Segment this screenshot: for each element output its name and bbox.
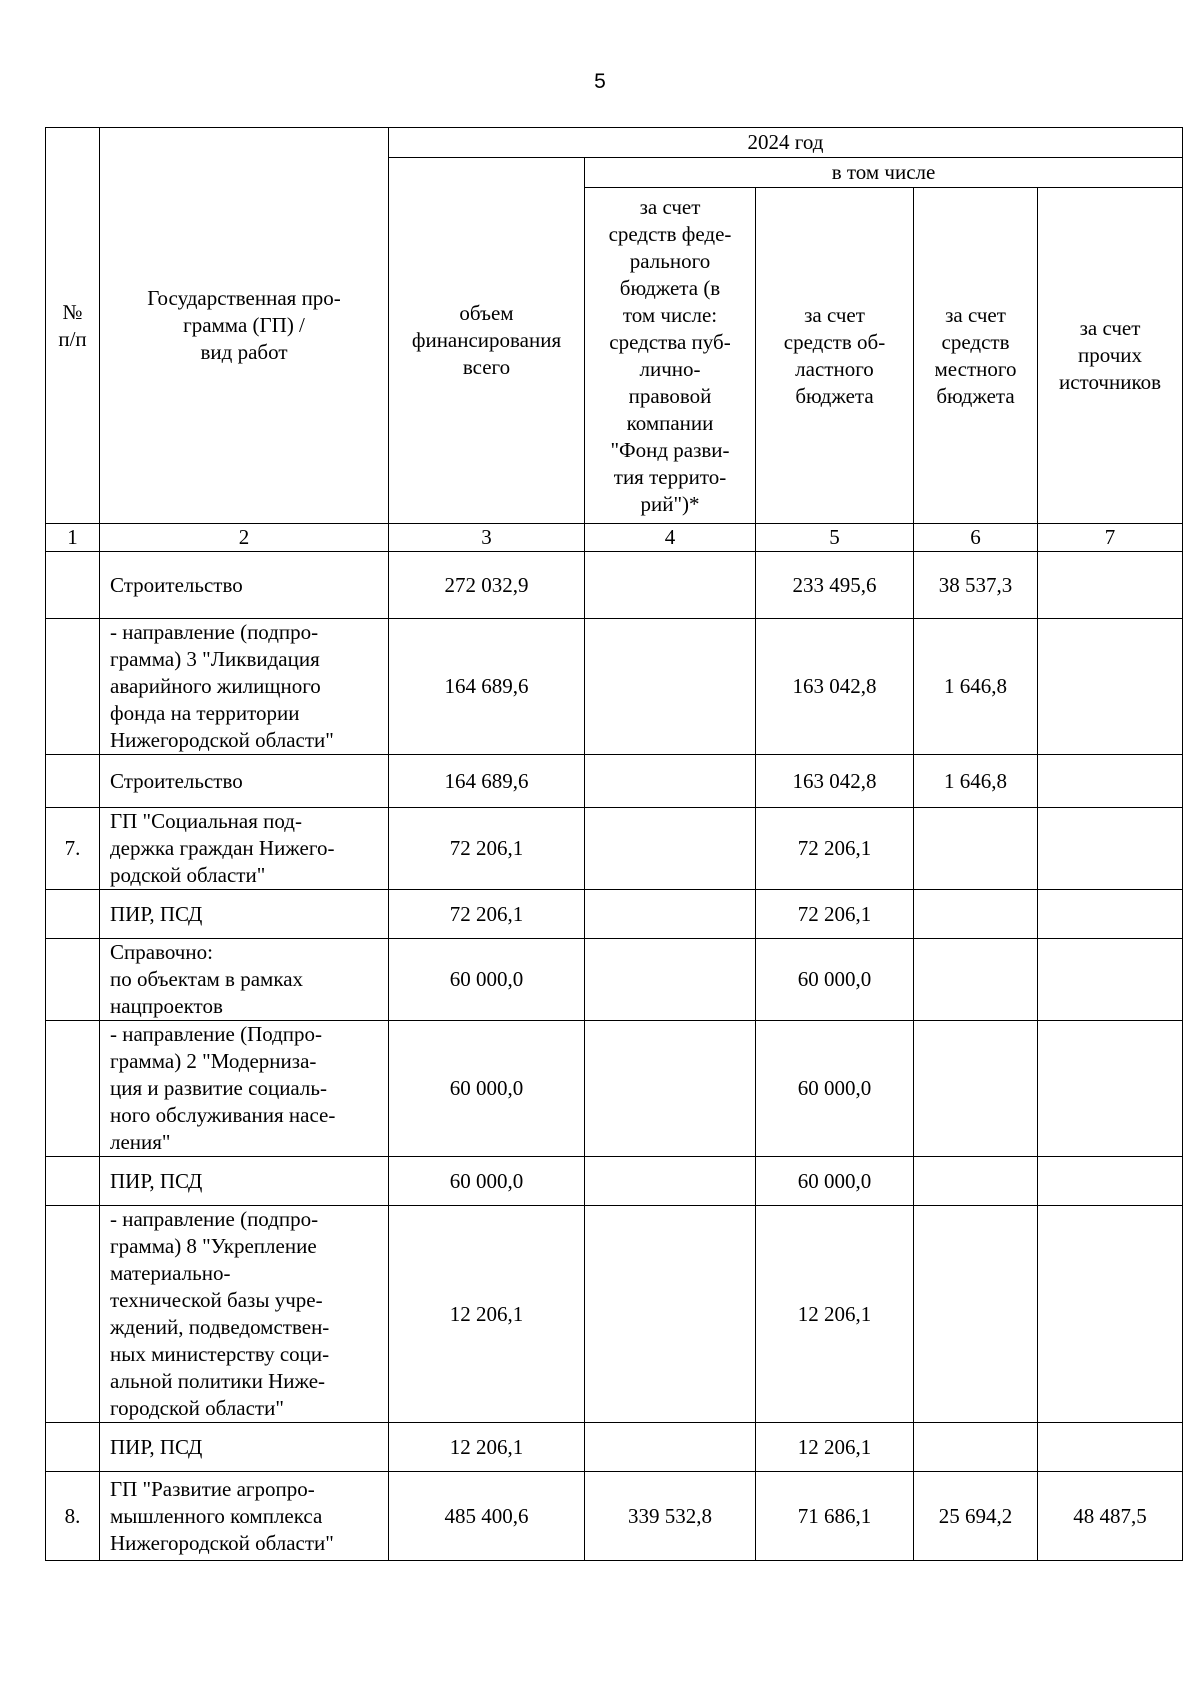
- table-row: [46, 619, 1183, 755]
- table-row: [46, 552, 1183, 619]
- cell-other: [1038, 808, 1183, 890]
- cell-federal: [585, 1206, 756, 1423]
- header-col-program: Государственная про- грамма (ГП) / вид работ: [100, 128, 389, 524]
- table-row: [46, 1157, 1183, 1206]
- cell-other: [1038, 552, 1183, 619]
- cell-federal: [585, 808, 756, 890]
- cell-total: 72 206,1: [389, 890, 585, 939]
- cell-other: [1038, 755, 1183, 808]
- cell-name: - направление (Подпро- грамма) 2 "Модерниза- ция и развитие социаль- ного обслуживания насе- ления": [100, 1021, 389, 1157]
- cell-num: [46, 939, 100, 1021]
- cell-other: [1038, 1423, 1183, 1472]
- column-number: 6: [914, 524, 1038, 552]
- cell-other: [1038, 1157, 1183, 1206]
- cell-local: 1 646,8: [914, 619, 1038, 755]
- cell-name: Строительство: [100, 552, 389, 619]
- cell-num: [46, 1206, 100, 1423]
- table-row: [46, 939, 1183, 1021]
- cell-federal: [585, 619, 756, 755]
- header-col-total: объем финансирования всего: [389, 158, 585, 524]
- cell-name: Справочно: по объектам в рамках нацпроектов: [100, 939, 389, 1021]
- table-row: [46, 1206, 1183, 1423]
- column-number: 1: [46, 524, 100, 552]
- cell-num: [46, 1423, 100, 1472]
- cell-name: ПИР, ПСД: [100, 1157, 389, 1206]
- cell-regional: 233 495,6: [756, 552, 914, 619]
- cell-regional: 72 206,1: [756, 890, 914, 939]
- cell-total: 272 032,9: [389, 552, 585, 619]
- cell-total: 60 000,0: [389, 939, 585, 1021]
- cell-other: [1038, 890, 1183, 939]
- cell-name: ПИР, ПСД: [100, 890, 389, 939]
- table-row: [46, 755, 1183, 808]
- cell-local: [914, 939, 1038, 1021]
- budget-table: [45, 127, 1183, 1561]
- cell-name: Строительство: [100, 755, 389, 808]
- table-row: [46, 1472, 1183, 1561]
- cell-name: - направление (подпро- грамма) 3 "Ликвидация аварийного жилищного фонда на территории Нижегородской области": [100, 619, 389, 755]
- cell-federal: [585, 552, 756, 619]
- cell-total: 12 206,1: [389, 1206, 585, 1423]
- cell-num: [46, 619, 100, 755]
- column-number-row: [46, 524, 1183, 552]
- cell-federal: [585, 890, 756, 939]
- table-header: [46, 128, 1183, 552]
- cell-total: 12 206,1: [389, 1423, 585, 1472]
- cell-local: 1 646,8: [914, 755, 1038, 808]
- table-row: [46, 808, 1183, 890]
- cell-regional: 72 206,1: [756, 808, 914, 890]
- cell-total: 164 689,6: [389, 619, 585, 755]
- header-year: 2024 год: [389, 128, 1183, 158]
- cell-name: - направление (подпро- грамма) 8 "Укрепление материально- технической базы учре- ждений, подведомствен- ных министерству соци- альной политики Ниже- городской области": [100, 1206, 389, 1423]
- cell-regional: 12 206,1: [756, 1206, 914, 1423]
- cell-total: 164 689,6: [389, 755, 585, 808]
- cell-other: 48 487,5: [1038, 1472, 1183, 1561]
- cell-name: ГП "Социальная под- держка граждан Нижего- родской области": [100, 808, 389, 890]
- cell-other: [1038, 1206, 1183, 1423]
- cell-other: [1038, 939, 1183, 1021]
- cell-num: 7.: [46, 808, 100, 890]
- cell-regional: 60 000,0: [756, 939, 914, 1021]
- cell-local: 25 694,2: [914, 1472, 1038, 1561]
- cell-regional: 60 000,0: [756, 1021, 914, 1157]
- cell-regional: 71 686,1: [756, 1472, 914, 1561]
- cell-other: [1038, 619, 1183, 755]
- header-col-local: за счет средств местного бюджета: [914, 188, 1038, 524]
- table-row: [46, 890, 1183, 939]
- cell-regional: 163 042,8: [756, 619, 914, 755]
- column-number: 4: [585, 524, 756, 552]
- cell-regional: 163 042,8: [756, 755, 914, 808]
- cell-local: [914, 1206, 1038, 1423]
- cell-regional: 60 000,0: [756, 1157, 914, 1206]
- cell-other: [1038, 1021, 1183, 1157]
- table-body: [46, 552, 1183, 1561]
- cell-local: 38 537,3: [914, 552, 1038, 619]
- cell-name: ПИР, ПСД: [100, 1423, 389, 1472]
- cell-local: [914, 1157, 1038, 1206]
- column-number: 3: [389, 524, 585, 552]
- cell-federal: 339 532,8: [585, 1472, 756, 1561]
- column-number: 5: [756, 524, 914, 552]
- column-number: 2: [100, 524, 389, 552]
- cell-local: [914, 808, 1038, 890]
- cell-local: [914, 1423, 1038, 1472]
- cell-federal: [585, 1423, 756, 1472]
- cell-federal: [585, 1021, 756, 1157]
- cell-federal: [585, 1157, 756, 1206]
- cell-federal: [585, 755, 756, 808]
- cell-total: 72 206,1: [389, 808, 585, 890]
- column-number: 7: [1038, 524, 1183, 552]
- cell-local: [914, 1021, 1038, 1157]
- cell-federal: [585, 939, 756, 1021]
- cell-num: [46, 1157, 100, 1206]
- header-col-regional: за счет средств об- ластного бюджета: [756, 188, 914, 524]
- cell-name: ГП "Развитие агропро- мышленного комплекса Нижегородской области": [100, 1472, 389, 1561]
- page-number: 5: [594, 70, 606, 93]
- cell-total: 60 000,0: [389, 1157, 585, 1206]
- header-col-num: № п/п: [46, 128, 100, 524]
- cell-num: [46, 890, 100, 939]
- header-col-federal: за счет средств феде- рального бюджета (в том числе: средства пуб- лично- правовой компании "Фонд разви- тия террито- рий")*: [585, 188, 756, 524]
- cell-num: [46, 1021, 100, 1157]
- table-row: [46, 1423, 1183, 1472]
- cell-local: [914, 890, 1038, 939]
- cell-total: 485 400,6: [389, 1472, 585, 1561]
- cell-total: 60 000,0: [389, 1021, 585, 1157]
- header-col-other: за счет прочих источников: [1038, 188, 1183, 524]
- cell-num: [46, 552, 100, 619]
- cell-regional: 12 206,1: [756, 1423, 914, 1472]
- cell-num: [46, 755, 100, 808]
- cell-num: 8.: [46, 1472, 100, 1561]
- table-row: [46, 1021, 1183, 1157]
- header-including: в том числе: [585, 158, 1183, 188]
